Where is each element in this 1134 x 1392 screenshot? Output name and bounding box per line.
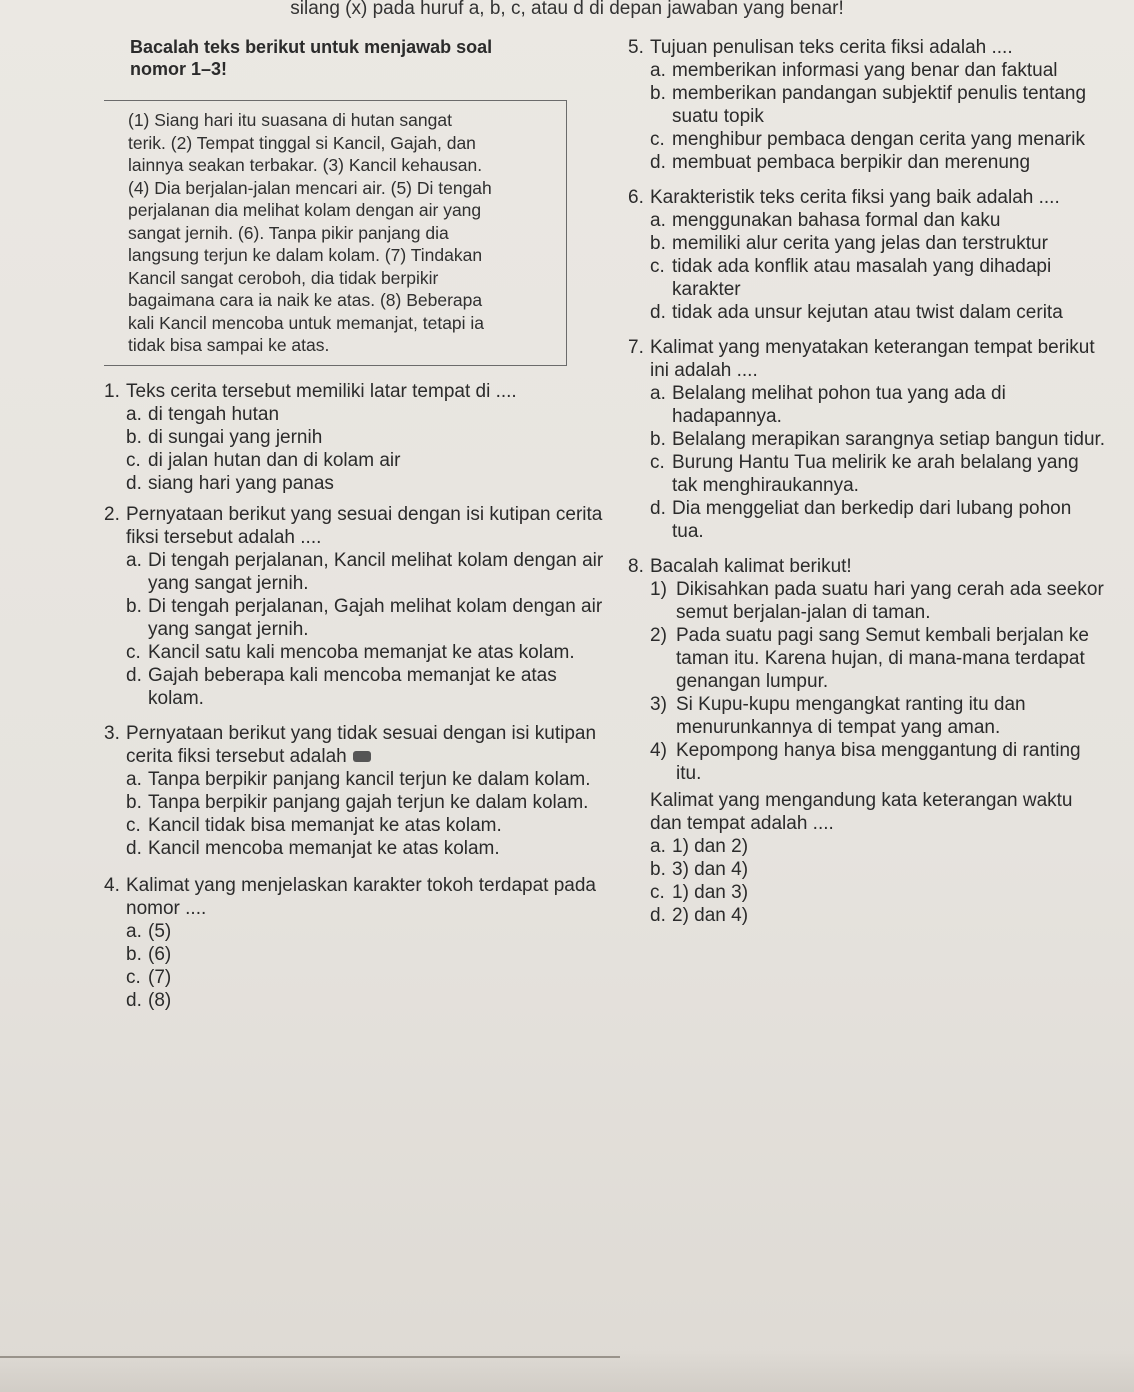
option-1a[interactable]: a. di tengah hutan xyxy=(126,403,280,425)
question-3: 3. Pernyataan berikut yang tidak sesuai dengan isi kutipan cerita fiksi tersebut adalah a. Tanpa berpikir panjang kancil terjun ke dalam kolam. b. Tanpa berpikir panjang gajah terjun ke dalam kolam. c. Kancil tidak bisa memanjat ke atas kolam. d. Kancil mencoba memanjat ke atas kolam. xyxy=(104,722,604,860)
option-1d[interactable]: d. siang hari yang panas xyxy=(126,472,334,494)
option-6d[interactable]: d. tidak ada unsur kejutan atau twist dalam cerita xyxy=(650,302,1063,323)
option-2b[interactable]: b. Di tengah perjalanan, Gajah melihat kolam dengan air yang sangat jernih. xyxy=(126,595,603,640)
question-5: 5. Tujuan penulisan teks cerita fiksi adalah .... a. memberikan informasi yang benar dan faktual b. memberikan pandangan subjektif penulis tentang suatu topik c. menghibur pembaca dengan cerita yang menarik d. membuat pembaca berpikir dan merenung xyxy=(628,36,1108,174)
statement-3: 3) Si Kupu-kupu mengangkat ranting itu dan menurunkannya di tempat yang aman. xyxy=(650,694,1026,738)
option-8b[interactable]: b. 3) dan 4) xyxy=(650,859,749,880)
option-6c[interactable]: c. tidak ada konflik atau masalah yang dihadapi karakter xyxy=(650,256,1052,300)
option-3d[interactable]: d. Kancil mencoba memanjat ke atas kolam. xyxy=(126,837,500,859)
option-5b[interactable]: b. memberikan pandangan subjektif penulis tentang suatu topik xyxy=(650,83,1087,127)
left-column xyxy=(104,36,604,1012)
option-2c[interactable]: c. Kancil satu kali mencoba memanjat ke atas kolam. xyxy=(126,641,575,663)
option-5c[interactable]: c. menghibur pembaca dengan cerita yang menarik xyxy=(650,129,1085,150)
question-8: 8. Bacalah kalimat berikut! 1) Dikisahkan pada suatu hari yang cerah ada seekor semut berjalan-jalan di taman. 2) Pada suatu pagi sang Semut kembali berjalan ke taman itu. Karena hujan, di mana-mana terdapat genangan lumpur. 3) Si Kupu-kupu mengangkat ranting itu dan menurunkannya di tempat yang aman. 4) Kepompong hanya bisa menggantung di ranting itu. Kalimat yang mengandung kata keterangan waktu dan tempat adalah .... a. 1) dan 2) b. 3) dan 4) c. 1) dan 3) d. 2) dan 4) xyxy=(628,555,1108,927)
option-8c[interactable]: c. 1) dan 3) xyxy=(650,882,749,903)
question-2: 2. Pernyataan berikut yang sesuai dengan isi kutipan cerita fiksi tersebut adalah .... a. Di tengah perjalanan, Kancil melihat kolam dengan air yang sangat jernih. b. Di tengah perjalanan, Gajah melihat kolam dengan air yang sangat jernih. c. Kancil satu kali mencoba memanjat ke atas kolam. d. Gajah beberapa kali mencoba memanjat ke atas kolam. xyxy=(104,503,604,709)
statement-2: 2) Pada suatu pagi sang Semut kembali berjalan ke taman itu. Karena hujan, di mana-mana terdapat genangan lumpur. xyxy=(650,625,1089,692)
right-column xyxy=(628,36,1108,927)
option-7a[interactable]: a. Belalang melihat pohon tua yang ada di hadapannya. xyxy=(650,383,1006,427)
option-6a[interactable]: a. menggunakan bahasa formal dan kaku xyxy=(650,210,1001,231)
statement-4: 4) Kepompong hanya bisa menggantung di ranting itu. xyxy=(650,740,1081,784)
question-1: 1. Teks cerita tersebut memiliki latar tempat di .... a. di tengah hutan b. di sungai yang jernih c. di jalan hutan dan di kolam air d. siang hari yang panas xyxy=(104,380,604,495)
option-8a[interactable]: a. 1) dan 2) xyxy=(650,836,749,857)
page-bottom-shadow xyxy=(0,1350,1134,1392)
option-5a[interactable]: a. memberikan informasi yang benar dan faktual xyxy=(650,60,1058,81)
option-6b[interactable]: b. memiliki alur cerita yang jelas dan terstruktur xyxy=(650,233,1048,254)
reading-instruction: Bacalah teks berikut untuk menjawab soal nomor 1–3! xyxy=(130,37,493,79)
smudge-mark-icon xyxy=(353,751,371,762)
option-7d[interactable]: d. Dia menggeliat dan berkedip dari lubang pohon tua. xyxy=(650,498,1072,542)
question-6: 6. Karakteristik teks cerita fiksi yang baik adalah .... a. menggunakan bahasa formal dan kaku b. memiliki alur cerita yang jelas dan terstruktur c. tidak ada konflik atau masalah yang dihadapi karakter d. tidak ada unsur kejutan atau twist dalam cerita xyxy=(628,186,1108,324)
option-1c[interactable]: c. di jalan hutan dan di kolam air xyxy=(126,449,401,471)
option-4c[interactable]: c. (7) xyxy=(126,966,172,988)
statement-1: 1) Dikisahkan pada suatu hari yang cerah ada seekor semut berjalan-jalan di taman. xyxy=(650,579,1104,623)
story-passage: (1) Siang hari itu suasana di hutan sangat terik. (2) Tempat tinggal si Kancil, Gajah, dan lainnya seakan terbakar. (3) Kancil kehausan. (4) Dia berjalan-jalan mencari air. (5) Di tengah perjalanan dia melihat kolam dengan air yang sangat jernih. (6). Tanpa pikir panjang dia langsung terjun ke dalam kolam. (7) Tindakan Kancil sangat ceroboh, dia tidak berpikir bagaimana cara ia naik ke atas. (8) Beberapa kali Kancil mencoba untuk memanjat, tetapi ia tidak bisa sampai ke atas. xyxy=(104,100,567,366)
option-1b[interactable]: b. di sungai yang jernih xyxy=(126,426,323,448)
option-8d[interactable]: d. 2) dan 4) xyxy=(650,905,749,926)
option-7c[interactable]: c. Burung Hantu Tua melirik ke arah belalang yang tak menghiraukannya. xyxy=(650,452,1079,496)
option-2a[interactable]: a. Di tengah perjalanan, Kancil melihat kolam dengan air yang sangat jernih. xyxy=(126,549,604,594)
question-7: 7. Kalimat yang menyatakan keterangan tempat berikut ini adalah .... a. Belalang melihat pohon tua yang ada di hadapannya. b. Belalang merapikan sarangnya setiap bangun tidur. c. Burung Hantu Tua melirik ke arah belalang yang tak menghiraukannya. d. Dia menggeliat dan berkedip dari lubang pohon tua. xyxy=(628,336,1108,543)
option-4d[interactable]: d. (8) xyxy=(126,989,172,1011)
question-4: 4. Kalimat yang menjelaskan karakter tokoh terdapat pada nomor .... a. (5) b. (6) c. (7) d. (8) xyxy=(104,874,604,1012)
option-5d[interactable]: d. membuat pembaca berpikir dan merenung xyxy=(650,152,1031,173)
option-2d[interactable]: d. Gajah beberapa kali mencoba memanjat ke atas kolam. xyxy=(126,664,557,709)
option-7b[interactable]: b. Belalang merapikan sarangnya setiap bangun tidur. xyxy=(650,429,1106,450)
option-3a[interactable]: a. Tanpa berpikir panjang kancil terjun ke dalam kolam. xyxy=(126,768,591,790)
header-instruction: silang (x) pada huruf a, b, c, atau d di depan jawaban yang benar! xyxy=(290,0,844,19)
option-3c[interactable]: c. Kancil tidak bisa memanjat ke atas kolam. xyxy=(126,814,502,836)
option-3b[interactable]: b. Tanpa berpikir panjang gajah terjun ke dalam kolam. xyxy=(126,791,589,813)
question-8-prompt: Kalimat yang mengandung kata keterangan waktu dan tempat adalah .... xyxy=(650,790,1073,834)
option-4b[interactable]: b. (6) xyxy=(126,943,172,965)
option-4a[interactable]: a. (5) xyxy=(126,920,172,942)
